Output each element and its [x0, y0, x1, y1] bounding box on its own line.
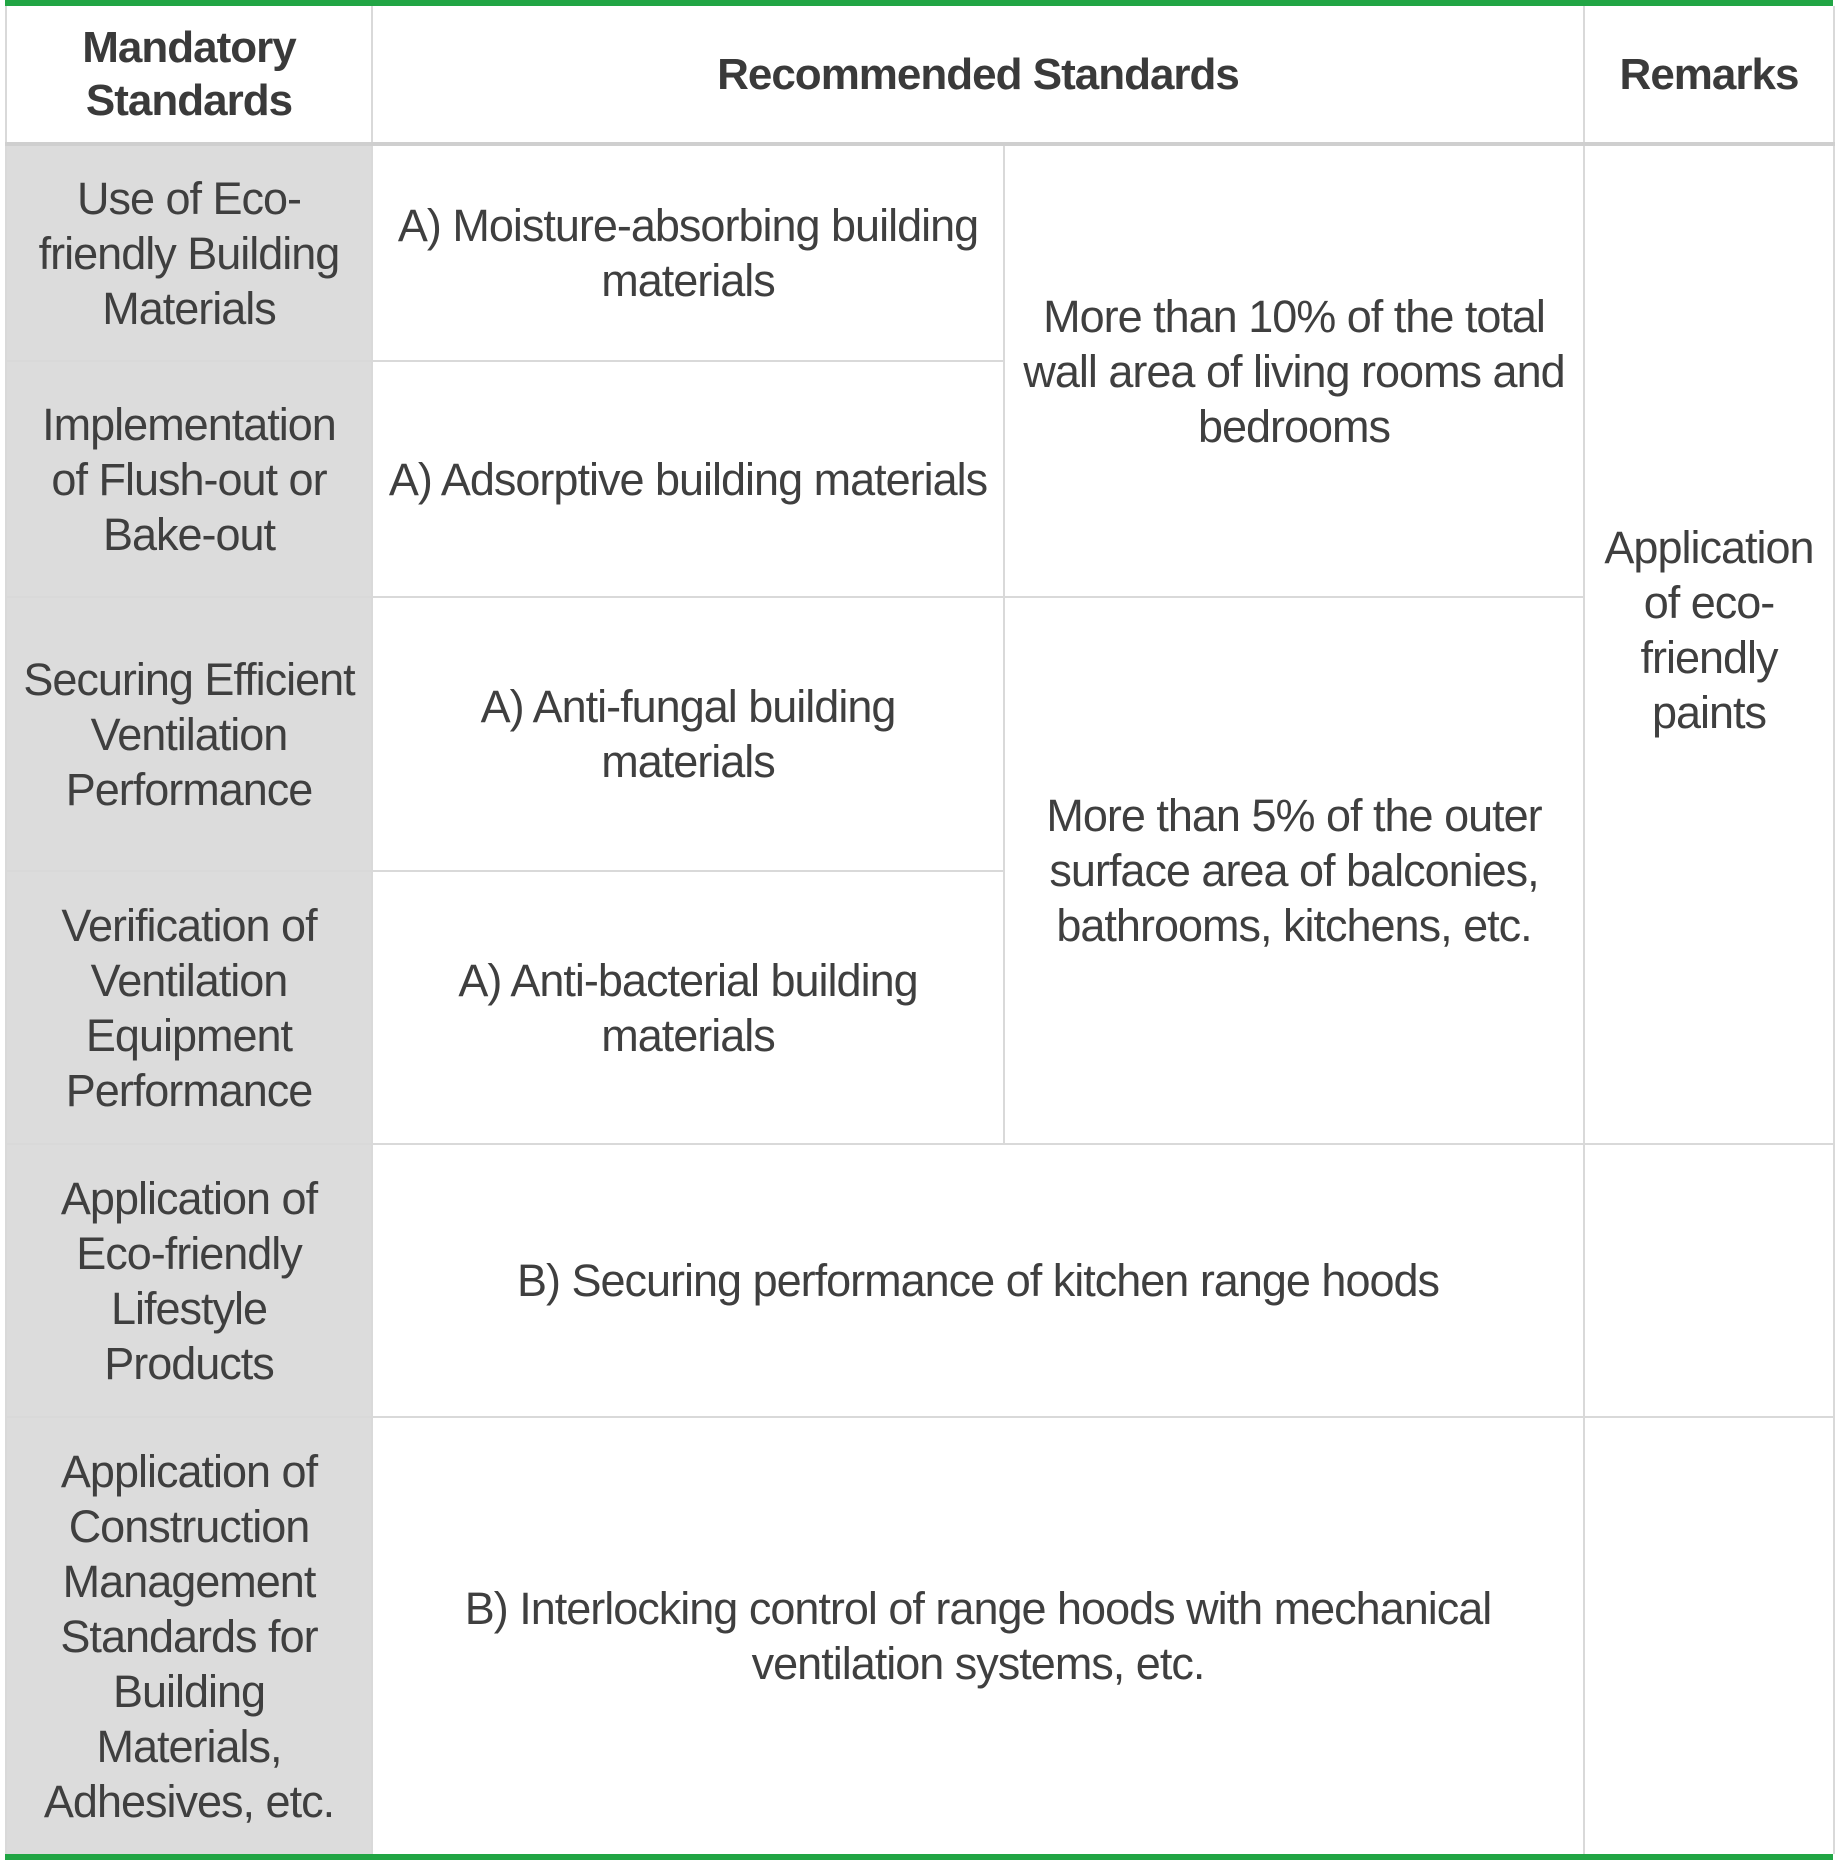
recommended-item-cell: A) Anti-bacterial building materials: [372, 871, 1004, 1144]
table-row: [6, 597, 1834, 871]
header-row: [6, 6, 1834, 144]
remarks-cell: [1584, 1144, 1834, 1417]
standards-table: [5, 6, 1835, 1854]
table-row: [6, 1417, 1834, 1854]
mandatory-cell: Verification of Ventilation Equipment Performance: [6, 871, 372, 1144]
recommended-item-cell: B) Interlocking control of range hoods with mechanical ventilation systems, etc.: [372, 1417, 1584, 1854]
table-row: [6, 144, 1834, 361]
recommended-item-cell: A) Moisture-absorbing building materials: [372, 144, 1004, 361]
recommended-item-cell: A) Adsorptive building materials: [372, 361, 1004, 597]
mandatory-cell: Implementation of Flush-out or Bake-out: [6, 361, 372, 597]
header-mandatory: Mandatory Standards: [6, 6, 372, 144]
mandatory-cell: Use of Eco-friendly Building Materials: [6, 144, 372, 361]
remarks-cell: [1584, 1417, 1834, 1854]
mandatory-cell: Application of Eco-friendly Lifestyle Products: [6, 1144, 372, 1417]
standards-table-container: [5, 0, 1833, 1860]
remarks-cell: Application of eco-friendly paints: [1584, 144, 1834, 1144]
criteria-cell: More than 10% of the total wall area of living rooms and bedrooms: [1004, 144, 1584, 597]
recommended-item-cell: B) Securing performance of kitchen range hoods: [372, 1144, 1584, 1417]
header-remarks: Remarks: [1584, 6, 1834, 144]
table-row: [6, 1144, 1834, 1417]
header-recommended: Recommended Standards: [372, 6, 1584, 144]
recommended-item-cell: A) Anti-fungal building materials: [372, 597, 1004, 871]
criteria-cell: More than 5% of the outer surface area of balconies, bathrooms, kitchens, etc.: [1004, 597, 1584, 1144]
mandatory-cell: Securing Efficient Ventilation Performance: [6, 597, 372, 871]
mandatory-cell: Application of Construction Management Standards for Building Materials, Adhesives, etc.: [6, 1417, 372, 1854]
